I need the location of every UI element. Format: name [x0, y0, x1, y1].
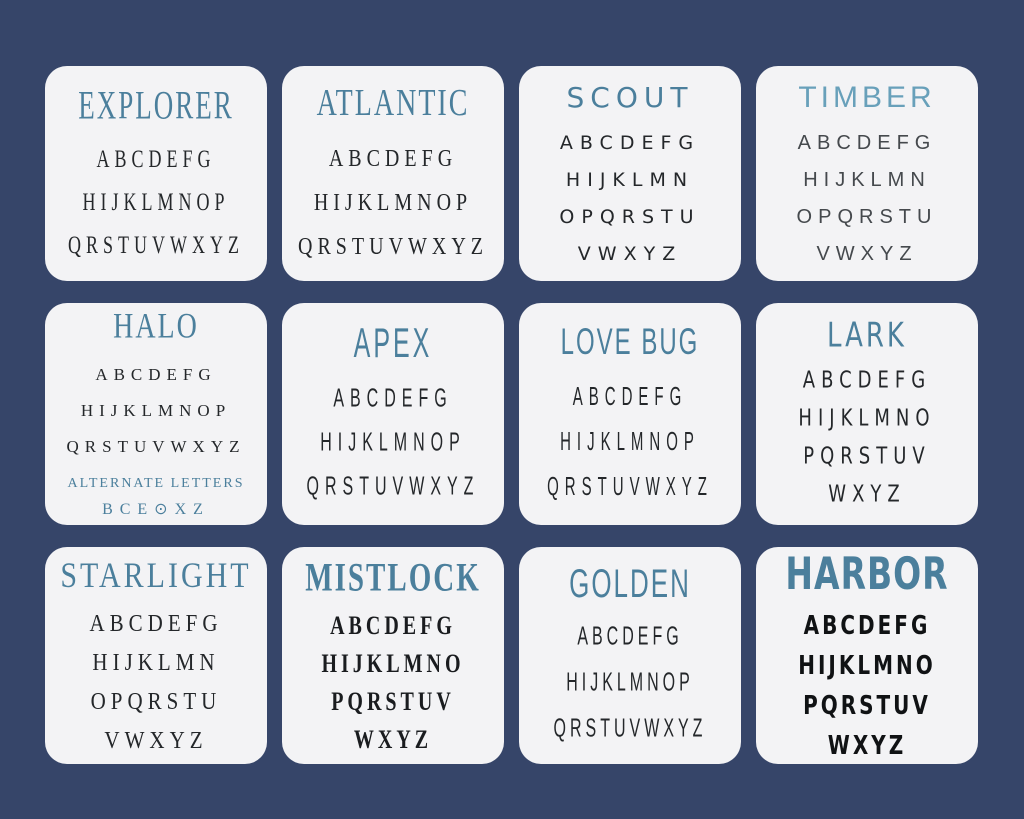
alphabet-line: ABCDEFG	[95, 365, 217, 384]
alphabet-line: HIJKLMNOP	[313, 189, 473, 216]
alphabet-line: PQRSTUV	[331, 687, 455, 716]
font-title: EXPLORER	[78, 82, 234, 128]
font-card-halo	[45, 303, 267, 525]
font-card-mistlock	[282, 547, 504, 764]
alphabet-line: VWXYZ	[104, 725, 208, 754]
alphabet-line: ABCDEFG	[330, 611, 456, 640]
font-card-harbor	[756, 547, 978, 764]
font-title: STARLIGHT	[60, 555, 252, 595]
alphabet-line: HIJKLMN	[92, 647, 220, 676]
alphabet-line: QRSTUVWXYZ	[68, 230, 244, 259]
alphabet-line: ABCDEFG	[803, 608, 931, 641]
alphabet-line: VWXYZ	[577, 242, 683, 265]
alphabet-line: QRSTUVWXYZ	[306, 473, 480, 501]
alphabet-line: HIJKLMN	[565, 168, 695, 191]
alphabet-line: PQRSTUV	[803, 688, 931, 721]
alphabet-line: HIJKLMN	[803, 168, 931, 191]
font-card-scout	[519, 66, 741, 281]
alternate-letters: BCE⊙XZ	[102, 501, 210, 518]
alphabet-line: WXYZ	[827, 728, 907, 761]
alphabet-line: VWXYZ	[816, 242, 918, 265]
font-title: LOVE BUG	[560, 320, 700, 363]
font-title: LARK	[827, 316, 907, 356]
alphabet-line: OPQRSTU	[796, 205, 938, 228]
font-card-golden	[519, 547, 741, 764]
alphabet-line: QRSTUVWXYZ	[298, 233, 488, 260]
font-title: HALO	[113, 306, 199, 347]
font-title: SCOUT	[566, 80, 694, 114]
alphabet-line: ABCDEFG	[328, 145, 458, 172]
alphabet-line: WXYZ	[353, 725, 433, 754]
alphabet-line: OPQRSTU	[559, 205, 701, 228]
font-card-timber	[756, 66, 978, 281]
alphabet-line: HIJKLMNO	[321, 649, 465, 678]
alphabet-line: ABCDEFG	[96, 144, 216, 173]
alphabet-line: OPQRSTU	[90, 686, 222, 715]
alphabet-line: ABCDEFG	[559, 131, 701, 154]
font-title: HARBOR	[785, 547, 949, 600]
font-title: MISTLOCK	[305, 555, 481, 600]
alphabet-line: ABCDEFG	[333, 385, 453, 413]
alphabet-line: HIJKLMNOP	[80, 401, 232, 420]
alphabet-line: HIJKLMNOP	[560, 427, 700, 457]
alphabet-line: QRSTUVWXYZ	[547, 472, 713, 502]
alphabet-line: ABCDEFG	[577, 623, 683, 651]
alphabet-line: HIJKLMNOP	[320, 429, 466, 457]
alphabet-line: ABCDEFG	[802, 366, 932, 394]
font-card-love-bug	[519, 303, 741, 525]
alphabet-line: QRSTUVWXYZ	[553, 715, 707, 743]
font-card-apex	[282, 303, 504, 525]
alphabet-line: ABCDEFG	[797, 131, 937, 154]
alphabet-line: PQRSTUV	[803, 442, 931, 470]
alphabet-line: HIJKLMNO	[798, 648, 936, 681]
alphabet-line: ABCDEFG	[572, 382, 688, 412]
font-card-atlantic	[282, 66, 504, 281]
alphabet-line: HIJKLMNOP	[566, 669, 694, 697]
alphabet-line: ABCDEFG	[89, 608, 223, 637]
alphabet-line: WXYZ	[828, 480, 906, 508]
alphabet-line: HIJKLMNO	[798, 404, 936, 432]
font-title: GOLDEN	[569, 559, 691, 606]
font-title: ATLANTIC	[316, 81, 470, 124]
font-title: APEX	[353, 320, 433, 368]
font-card-starlight	[45, 547, 267, 764]
alphabet-line: QRSTUVWXYZ	[66, 437, 246, 456]
font-card-lark	[756, 303, 978, 525]
font-title: TIMBER	[798, 80, 936, 114]
alternate-letters-label: ALTERNATE LETTERS	[67, 476, 245, 491]
font-card-explorer	[45, 66, 267, 281]
alphabet-line: HIJKLMNOP	[82, 187, 230, 216]
